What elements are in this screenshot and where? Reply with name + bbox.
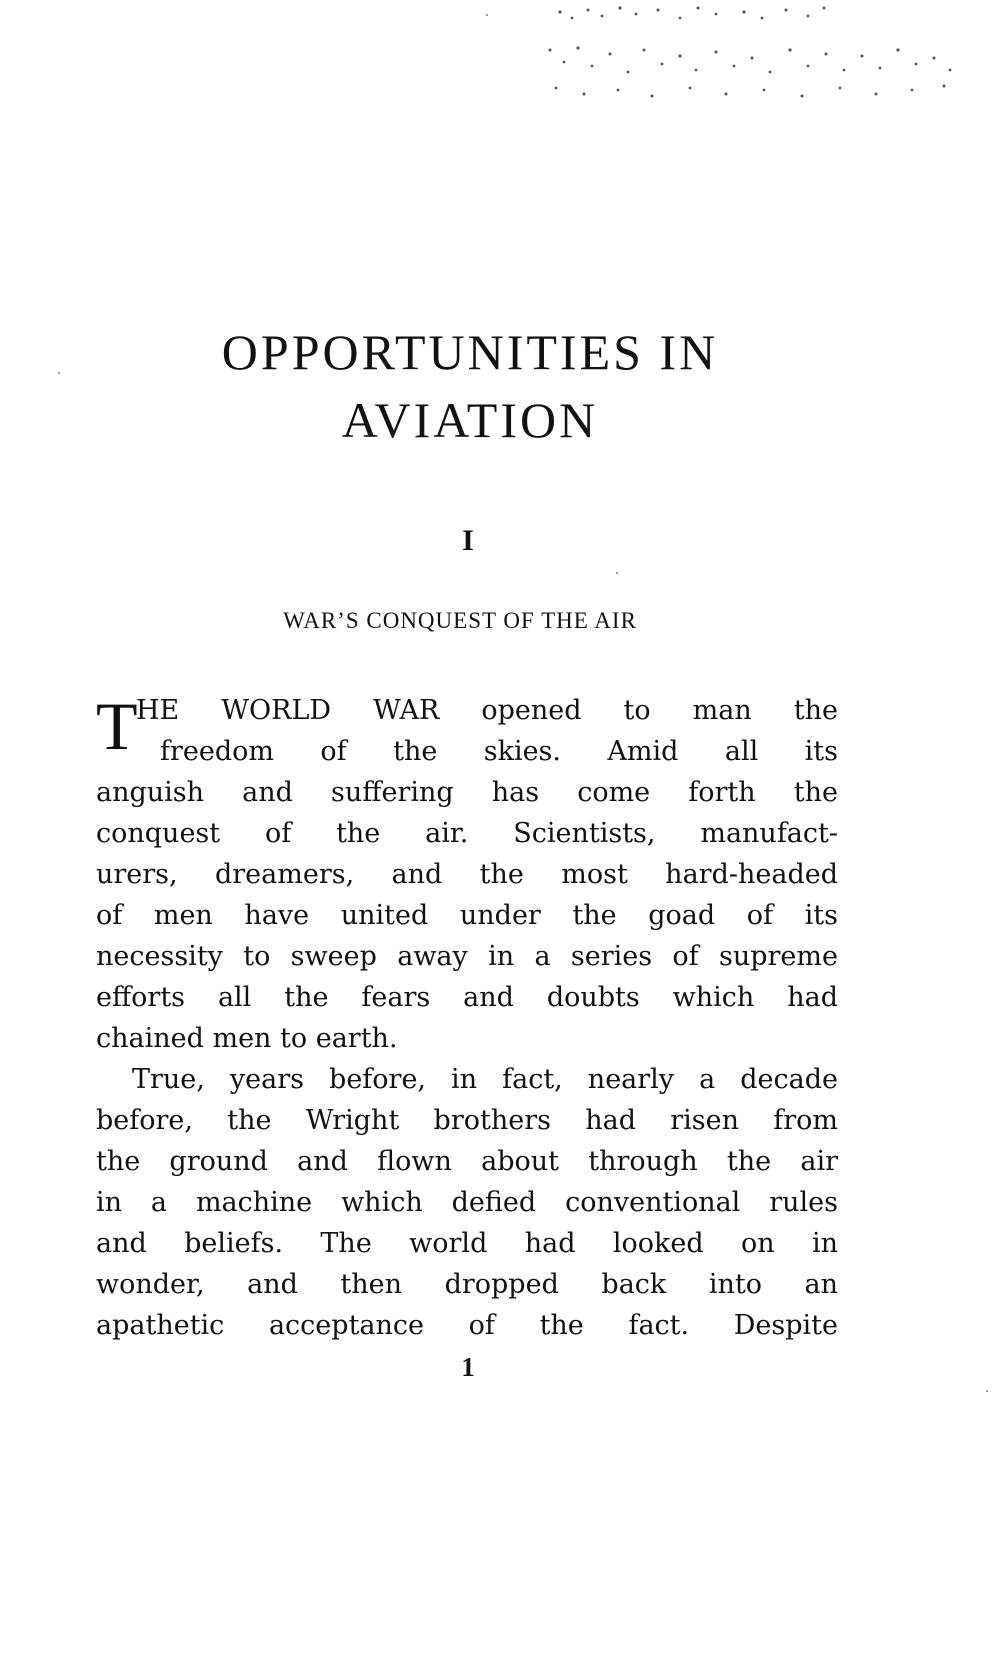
- body-line: freedom of the skies. Amid all its: [160, 736, 838, 767]
- chapter-number: I: [462, 524, 474, 557]
- body-line: in a machine which defied conventional rules: [96, 1187, 838, 1218]
- body-line: conquest of the air. Scientists, manufact-: [96, 818, 838, 849]
- body-line: urers, dreamers, and the most hard-headed: [96, 859, 838, 890]
- paragraph-2: [96, 1059, 838, 1346]
- ink-speck: [58, 372, 60, 374]
- title-line-2: AVIATION: [341, 392, 599, 448]
- body-line: efforts all the fears and doubts which had: [96, 982, 838, 1013]
- page-title: [100, 318, 840, 454]
- body-line: and beliefs. The world had looked on in: [96, 1228, 838, 1259]
- paragraph-1: [96, 690, 838, 1059]
- ink-speck: [486, 14, 488, 16]
- body-line: necessity to sweep away in a series of supreme: [96, 941, 838, 972]
- chapter-title: WAR’S CONQUEST OF THE AIR: [283, 608, 637, 633]
- page-number: 1: [461, 1352, 475, 1382]
- body-line: anguish and suffering has come forth the: [96, 777, 838, 808]
- body-line: of men have united under the goad of its: [96, 900, 838, 931]
- body-line: before, the Wright brothers had risen from: [96, 1105, 838, 1136]
- ink-speck: [616, 572, 618, 574]
- body-line: wonder, and then dropped back into an: [96, 1269, 838, 1300]
- body-line: the ground and flown about through the air: [96, 1146, 838, 1177]
- ink-speck: [986, 1390, 988, 1392]
- body-line: apathetic acceptance of the fact. Despite: [96, 1310, 838, 1341]
- body-line: HE WORLD WAR opened to man the: [136, 695, 838, 726]
- drop-cap: T: [96, 688, 138, 764]
- perforated-stamp-mark: [540, 0, 960, 110]
- title-line-1: OPPORTUNITIES IN: [221, 324, 719, 380]
- drop-cap-block: [96, 690, 838, 772]
- body-line: True, years before, in fact, nearly a decade: [132, 1064, 838, 1095]
- body-line: chained men to earth.: [96, 1023, 398, 1054]
